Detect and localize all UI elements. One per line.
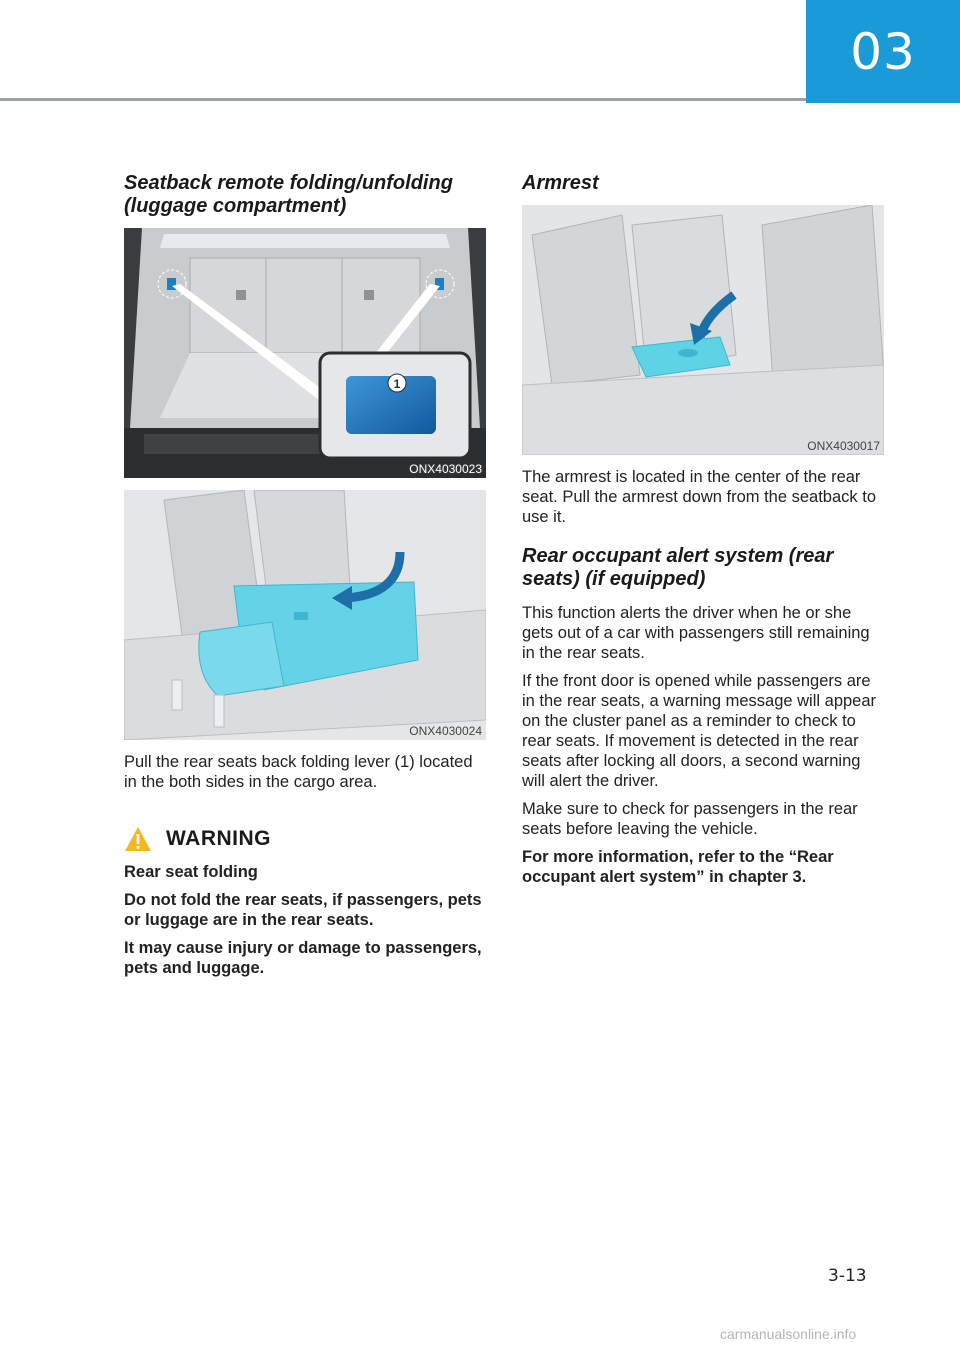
right-column — [522, 172, 884, 887]
callout-number: 1 — [393, 377, 401, 391]
folding-lever-paragraph: Pull the rear seats back folding lever (1) located in the both sides in the cargo area. — [124, 753, 473, 791]
figure-seat-folding — [124, 490, 486, 740]
figure-code-armrest: ONX4030017 — [807, 439, 880, 453]
section-heading-seatback: Seatback remote folding/unfolding (luggage compartment) — [124, 172, 453, 217]
alert-paragraph-2: If the front door is opened while passengers are in the rear seats, a warning message will appear on the cluster panel as a reminder to check to rear seats. If movement is detected in the rear seats after locking all doors, a second warning will alert the driver. — [522, 672, 877, 790]
figure-code-cargo: ONX4030023 — [409, 462, 482, 476]
warning-text-1: Do not fold the rear seats, if passengers, pets or luggage are in the rear seats. — [124, 891, 482, 929]
chapter-tab — [806, 0, 960, 103]
seat-folding-illustration — [124, 490, 486, 740]
header-rule — [0, 98, 806, 101]
armrest-illustration — [522, 205, 884, 455]
alert-paragraph-1: This function alerts the driver when he or she gets out of a car with passengers still remaining in the rear seats. — [522, 604, 870, 662]
alert-paragraph-3: Make sure to check for passengers in the rear seats before leaving the vehicle. — [522, 800, 858, 838]
section-heading-rear-alert: Rear occupant alert system (rear seats) (if equipped) — [522, 545, 834, 590]
figure-armrest — [522, 205, 884, 455]
warning-title: Rear seat folding — [124, 863, 258, 881]
armrest-paragraph: The armrest is located in the center of the rear seat. Pull the armrest down from the seatback to use it. — [522, 468, 877, 526]
warning-header — [124, 826, 486, 852]
left-column — [124, 172, 486, 978]
cargo-area-illustration — [124, 228, 486, 478]
chapter-number: 03 — [850, 22, 916, 81]
warning-label: WARNING — [166, 827, 271, 850]
warning-triangle-icon — [124, 826, 152, 852]
watermark: carmanualsonline.info — [720, 1326, 857, 1342]
page-number: 3-13 — [828, 1266, 867, 1286]
figure-cargo-area — [124, 228, 486, 478]
figure-code-seat: ONX4030024 — [409, 724, 482, 738]
section-heading-armrest: Armrest — [522, 172, 599, 194]
warning-text-2: It may cause injury or damage to passengers, pets and luggage. — [124, 939, 482, 977]
alert-paragraph-4: For more information, refer to the “Rear occupant alert system” in chapter 3. — [522, 848, 834, 886]
